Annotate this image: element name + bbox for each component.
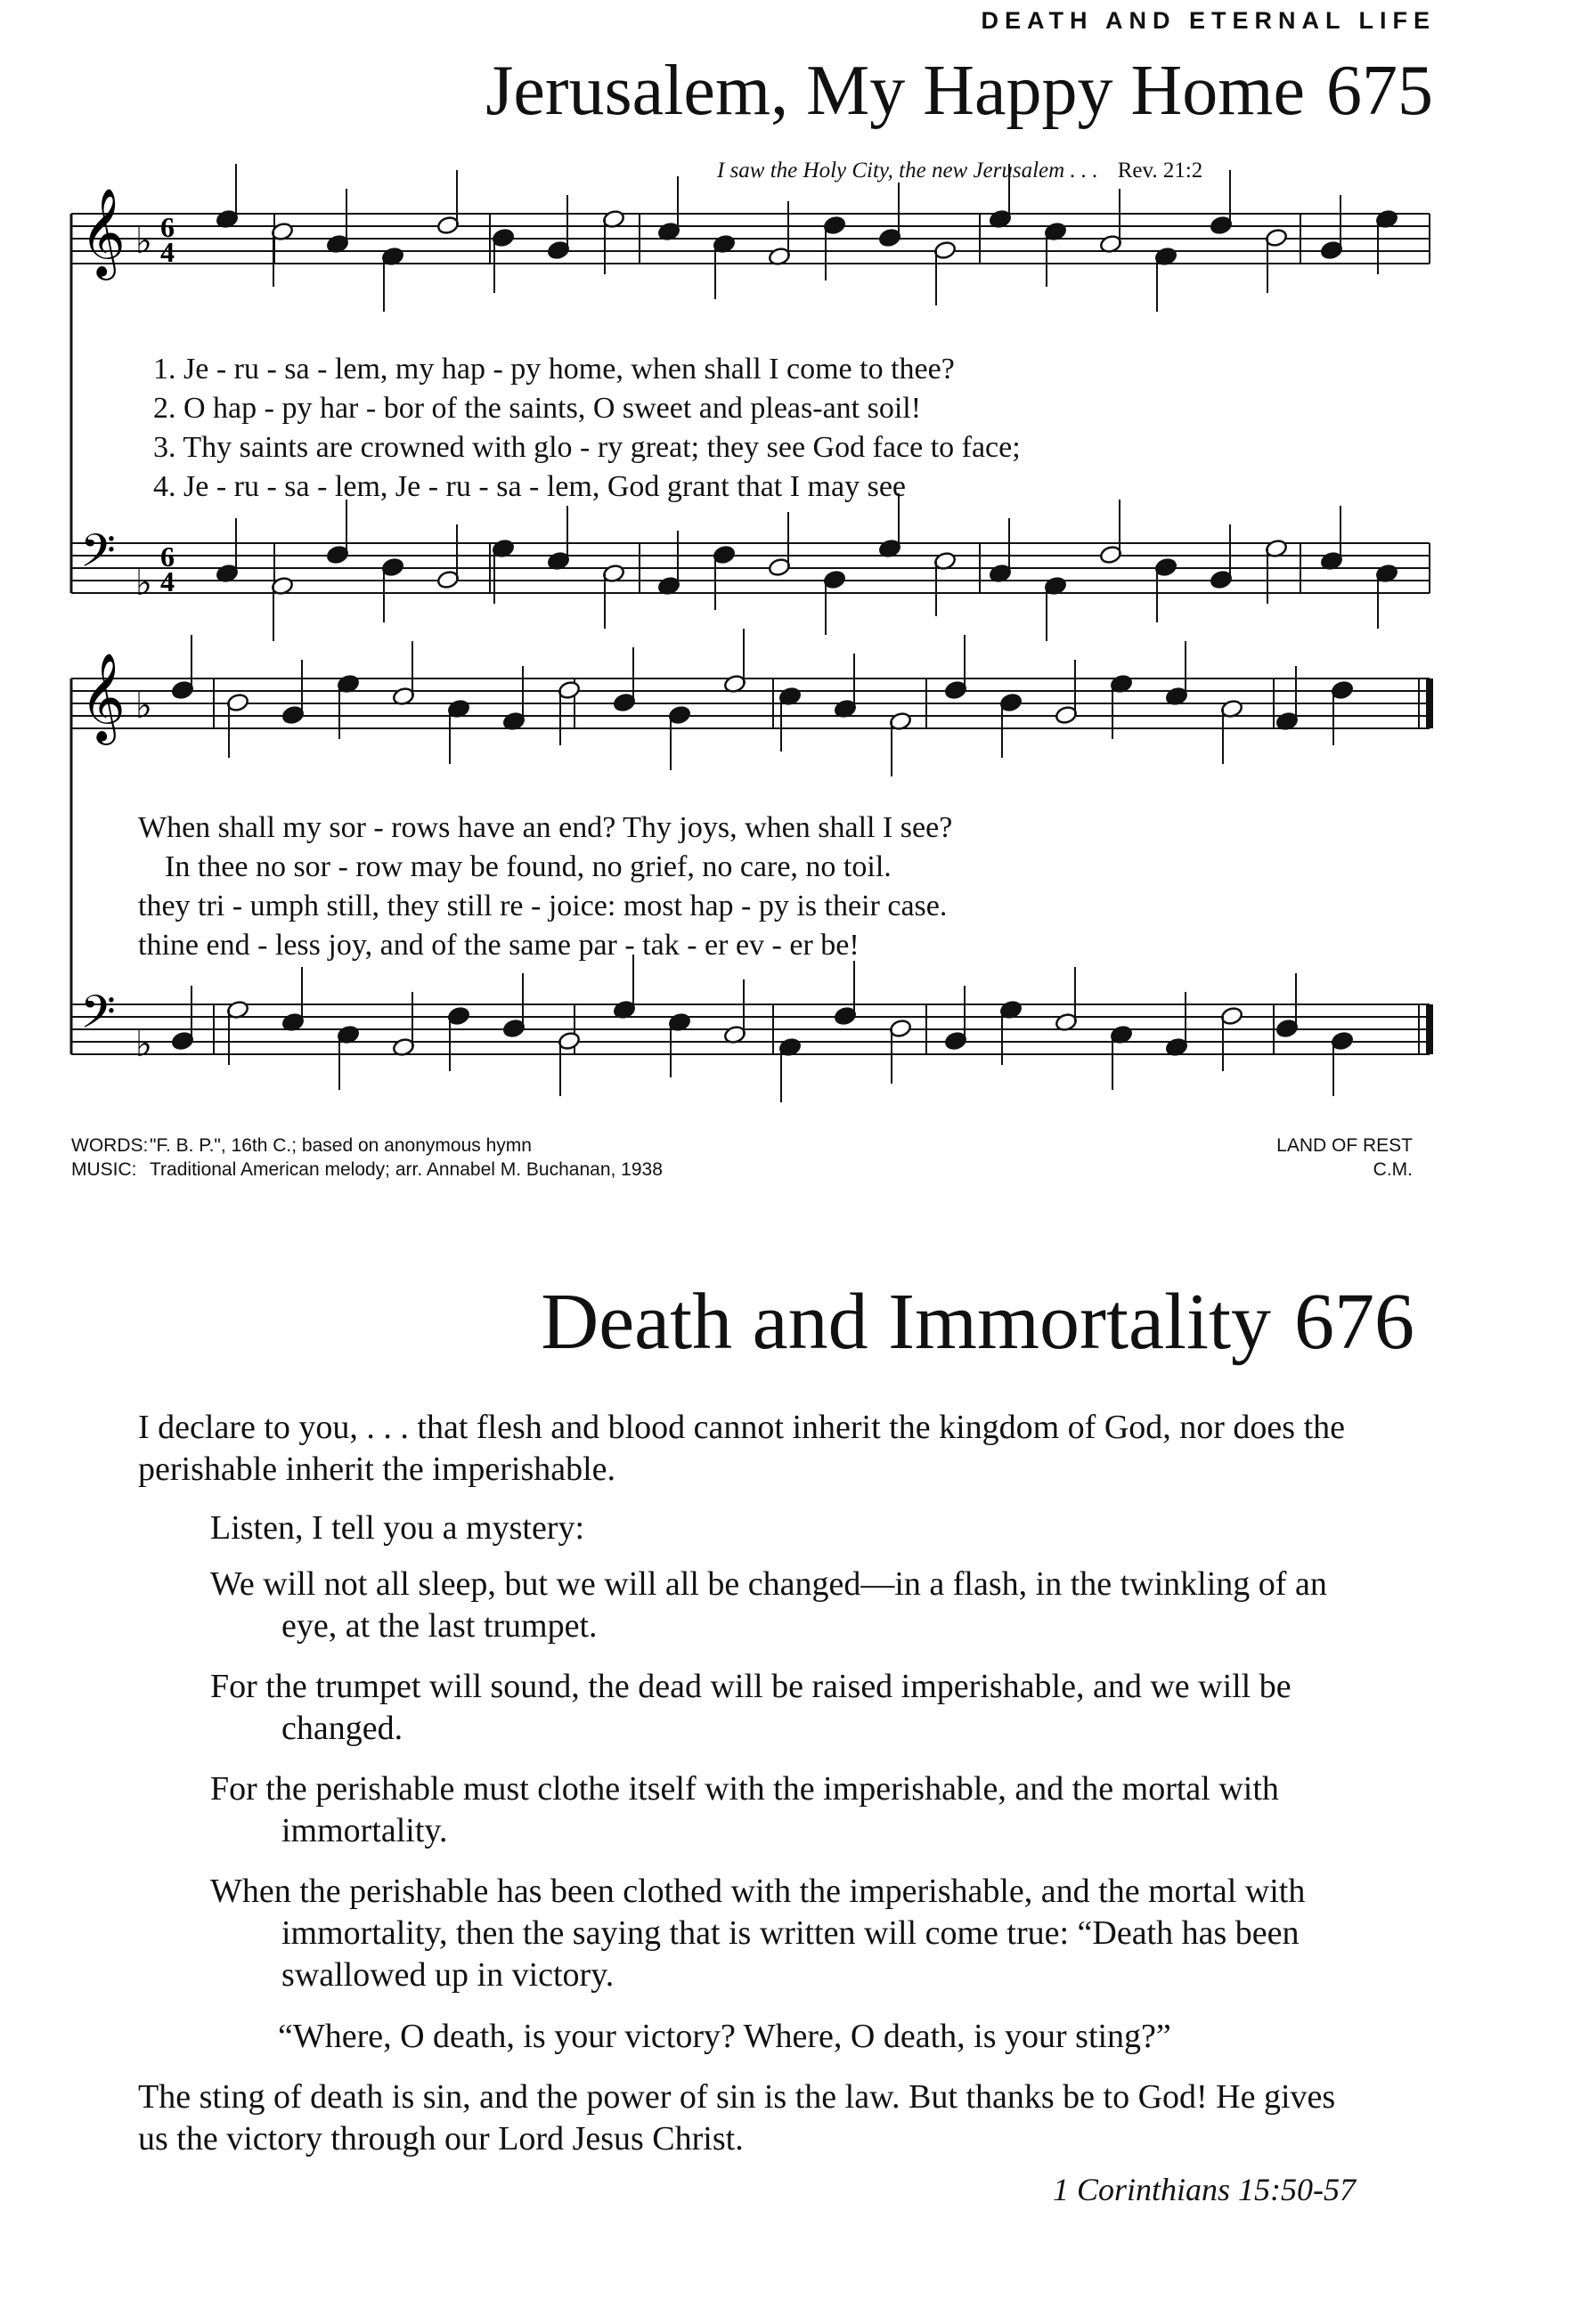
flat-sign: ♭: [135, 1024, 152, 1064]
flat-sign: ♭: [135, 221, 152, 261]
time-sig-top: 6: [160, 540, 175, 573]
time-sig-bottom: 4: [160, 565, 175, 597]
reading-paragraph: When the perishable has been clothed with the imperishable, and the mortal with immortality, then the saying that is written will come true: “Death has been swallowed up in victory.: [210, 1873, 1306, 1994]
epigraph-reference: Rev. 21:2: [1117, 158, 1203, 183]
lyric-verse3-line1: 3. Thy saints are crowned with glo - ry great; they see God face to face;: [153, 431, 1021, 464]
flat-sign: ♭: [135, 563, 152, 603]
lyric-verse2-line2: In thee no sor - row may be found, no grief, no care, no toil.: [165, 850, 892, 883]
epigraph-text: I saw the Holy City, the new Jerusalem . . .: [717, 158, 1098, 183]
reading-paragraph: “Where, O death, is your victory? Where, O death, is your sting?”: [278, 2018, 1171, 2055]
bass-clef: 𝄢: [80, 988, 116, 1049]
reading-title: [541, 1278, 1414, 1366]
lyric-verse1-line2: When shall my sor - rows have an end? Thy joys, when shall I see?: [138, 811, 953, 844]
reading-paragraph: The sting of death is sin, and the power of sin is the law. But thanks be to God! He gives us the victory through our Lord Jesus Christ.: [138, 2078, 1336, 2157]
reading-number: 676: [1294, 1278, 1414, 1366]
lyric-verse4-line1: 4. Je - ru - sa - lem, Je - ru - sa - lem, God grant that I may see: [153, 470, 907, 503]
tune-meter: C.M.: [1373, 1159, 1413, 1181]
words-text: "F. B. P.", 16th C.; based on anonymous hymn: [150, 1135, 532, 1156]
lyric-verse1-line1: 1. Je - ru - sa - lem, my hap - py home, when shall I come to thee?: [153, 353, 955, 386]
bass-clef: 𝄢: [80, 527, 116, 588]
music-text: Traditional American melody; arr. Annabel M. Buchanan, 1938: [150, 1159, 663, 1181]
tune-info: [1276, 1134, 1413, 1182]
flat-sign: ♭: [135, 686, 152, 726]
reading-paragraph: We will not all sleep, but we will all be changed—in a flash, in the twinkling of an eye, at the last trumpet.: [210, 1565, 1327, 1645]
time-sig-bottom: 4: [160, 236, 175, 268]
reading-citation: 1 Corinthians 15:50-57: [1052, 2172, 1356, 2207]
hymn-number: 675: [1326, 52, 1433, 130]
reading-paragraph: For the trumpet will sound, the dead will be raised imperishable, and we will be changed.: [210, 1668, 1292, 1747]
reading-title-text: Death and Immortality: [541, 1278, 1271, 1366]
music-score: [0, 0, 1589, 1158]
tune-name: LAND OF REST: [1276, 1135, 1413, 1156]
treble-clef: 𝄞: [80, 190, 126, 275]
lyric-verse3-line2: they tri - umph still, they still re - joice: most hap - py is their case.: [138, 890, 948, 922]
music-label: MUSIC:: [71, 1159, 137, 1181]
words-credit: [71, 1134, 663, 1158]
music-credit: [71, 1158, 663, 1182]
reading-paragraph: For the perishable must clothe itself with the imperishable, and the mortal with immortality.: [210, 1770, 1279, 1849]
reading-paragraph: I declare to you, . . . that flesh and blood cannot inherit the kingdom of God, nor does the perishable inherit the imperishable.: [138, 1409, 1346, 1488]
reading-paragraph: Listen, I tell you a mystery:: [210, 1509, 585, 1547]
words-label: WORDS:: [71, 1135, 149, 1156]
time-sig-top: 6: [160, 211, 175, 243]
hymn-title-text: Jerusalem, My Happy Home: [485, 52, 1305, 130]
treble-clef: 𝄞: [80, 654, 126, 740]
lyric-verse4-line2: thine end - less joy, and of the same par - tak - er ev - er be!: [138, 929, 860, 962]
hymn-credits: [71, 1134, 663, 1182]
lyric-verse2-line1: 2. O hap - py har - bor of the saints, O sweet and pleas-ant soil!: [153, 392, 922, 425]
section-header: DEATH AND ETERNAL LIFE: [981, 7, 1436, 34]
